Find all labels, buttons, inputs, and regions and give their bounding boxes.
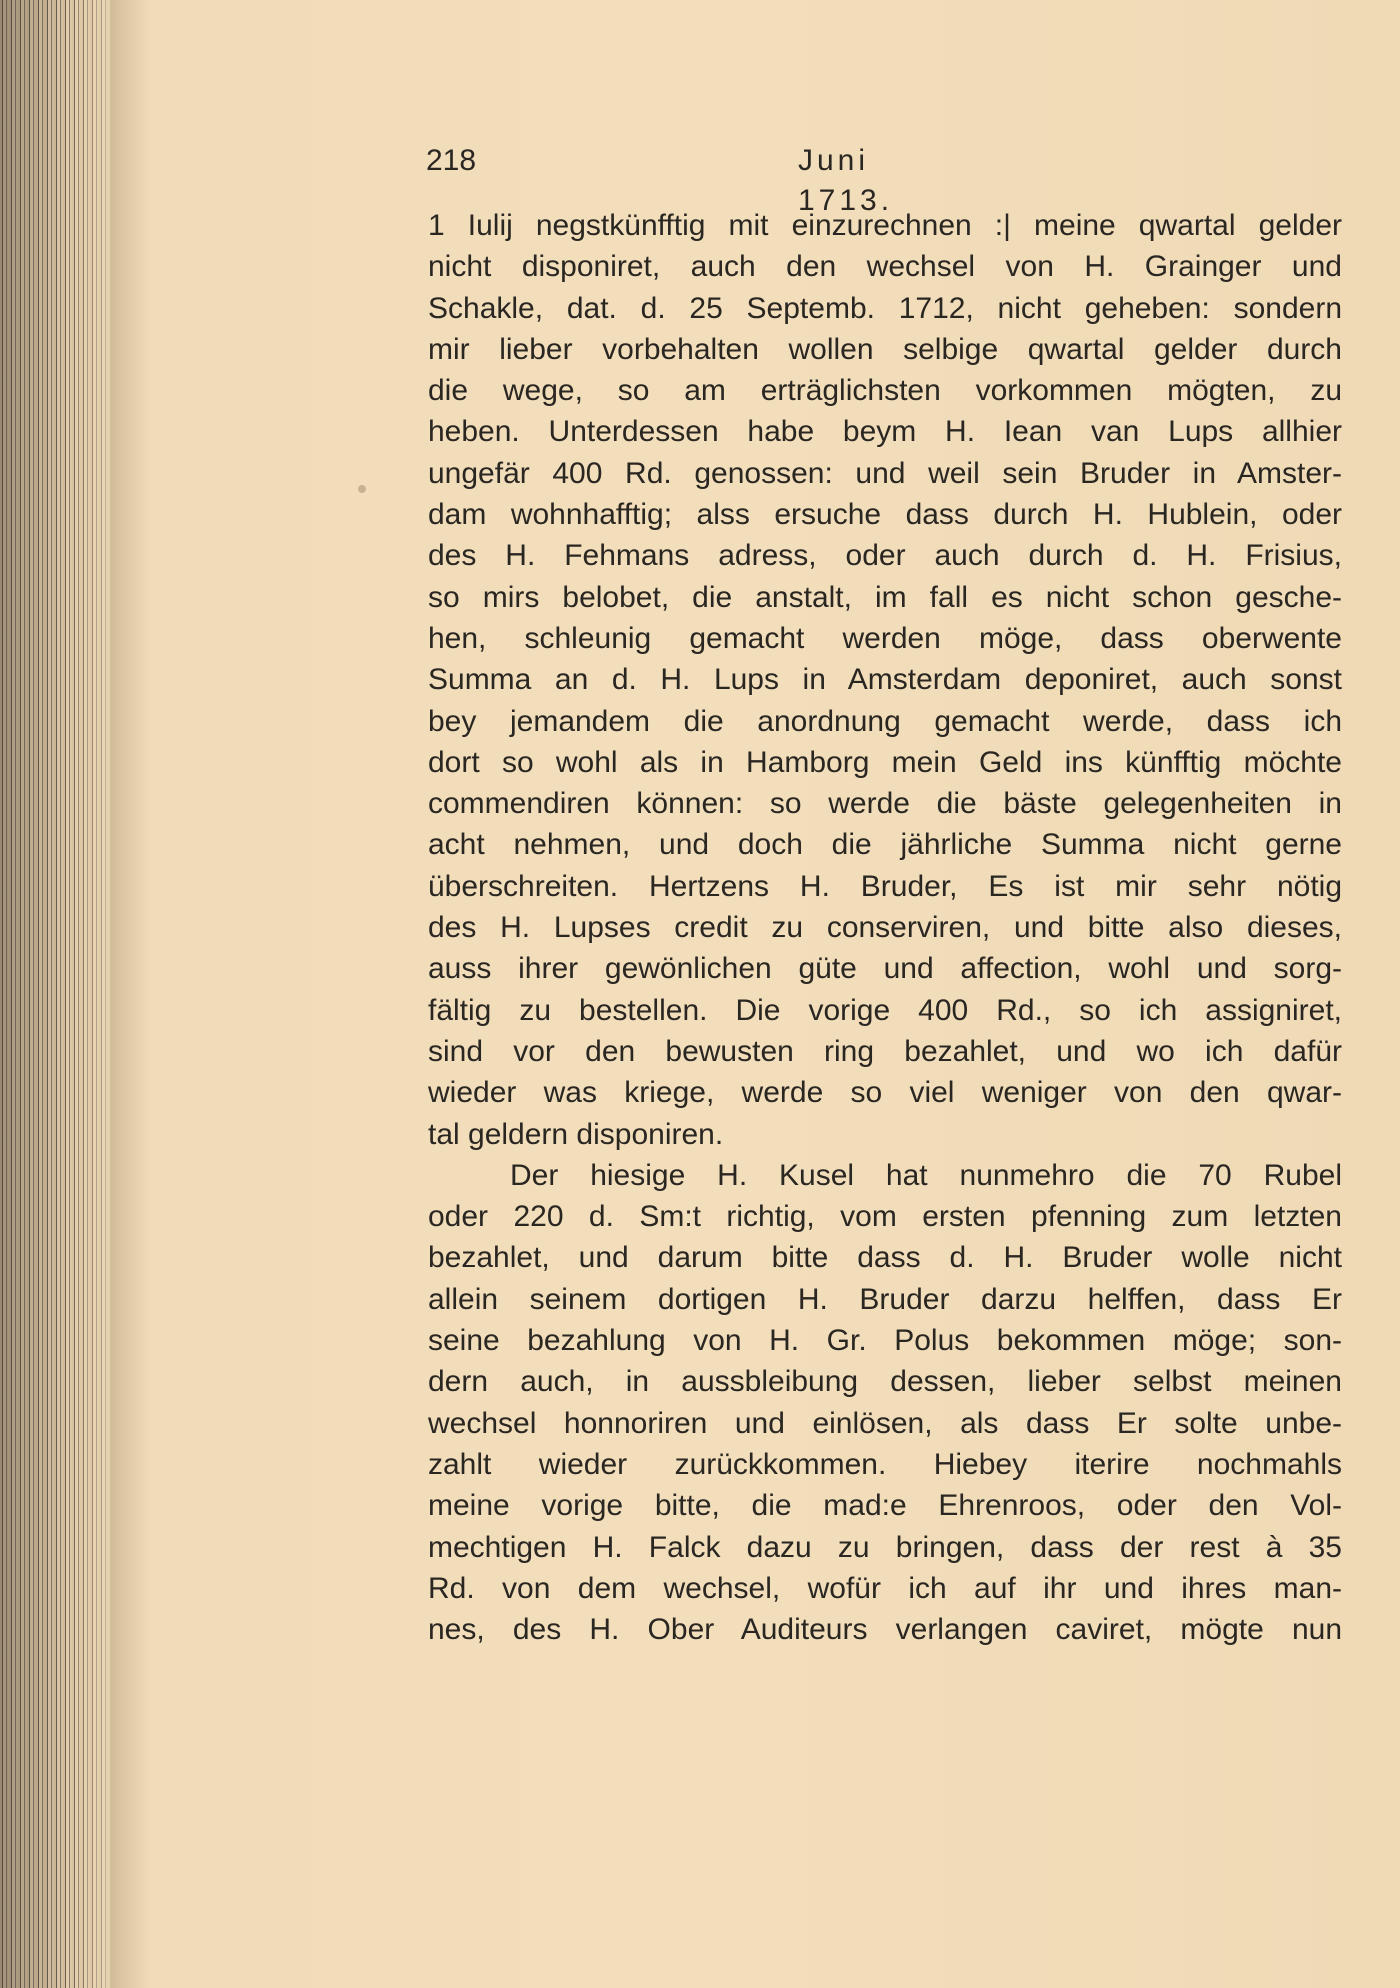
gutter-shadow (110, 0, 150, 1988)
text-line: hen, schleunig gemacht werden möge, dass oberwente (428, 621, 1342, 655)
paragraph-first-line: Der hiesige H. Kusel hat nunmehro die 70 Rubel (510, 1158, 1342, 1192)
text-line: oder 220 d. Sm:t richtig, vom ersten pfenning zum letzten (428, 1200, 1342, 1234)
text-line: zahlt wieder zurückkommen. Hiebey iterire nochmahls (428, 1447, 1342, 1481)
book-page-edges (0, 0, 110, 1988)
text-line: des H. Lupses credit zu conserviren, und bitte also dieses, (428, 911, 1342, 945)
text-line: die wege, so am erträglichsten vorkommen mögten, zu (428, 374, 1342, 408)
text-line: des H. Fehmans adress, oder auch durch d. H. Frisius, (428, 539, 1342, 573)
text-line: mir lieber vorbehalten wollen selbige qwartal gelder durch (428, 332, 1342, 366)
text-line: acht nehmen, und doch die jährliche Summa nicht gerne (428, 828, 1342, 862)
text-line: 1 Iulij negstkünfftig mit einzurechnen :| meine qwartal gelder (428, 209, 1342, 242)
paper-speck (358, 485, 366, 493)
running-head: Juni 1713. (798, 144, 894, 217)
text-line: ungefär 400 Rd. genossen: und weil sein Bruder in Amster- (428, 456, 1342, 490)
text-line: Schakle, dat. d. 25 Septemb. 1712, nicht geheben: sondern (428, 291, 1342, 325)
text-line: auss ihrer gewönlichen güte und affection, wohl und sorg- (428, 952, 1342, 986)
text-line: seine bezahlung von H. Gr. Polus bekommen möge; son- (428, 1324, 1342, 1358)
text-line: Rd. von dem wechsel, wofür ich auf ihr und ihres man- (428, 1571, 1342, 1605)
text-line: sind vor den bewusten ring bezahlet, und wo ich dafür (428, 1034, 1342, 1068)
text-line: bey jemandem die anordnung gemacht werde, dass ich (428, 704, 1342, 738)
text-line: dern auch, in aussbleibung dessen, lieber selbst meinen (428, 1365, 1342, 1399)
text-line: dort so wohl als in Hamborg mein Geld ins künfftig möchte (428, 745, 1342, 779)
text-line: fältig zu bestellen. Die vorige 400 Rd., so ich assigniret, (428, 993, 1342, 1027)
paragraph-last-line: tal geldern disponiren. (428, 1117, 724, 1151)
text-line: so mirs belobet, die anstalt, im fall es nicht schon gesche- (428, 580, 1342, 614)
body-text (428, 205, 1342, 1650)
page-number: 218 (426, 144, 477, 177)
text-line: dam wohnhafftig; alss ersuche dass durch H. Hublein, oder (428, 498, 1342, 532)
text-line: überschreiten. Hertzens H. Bruder, Es ist mir sehr nötig (428, 869, 1342, 903)
text-line: meine vorige bitte, die mad:e Ehrenroos, oder den Vol- (428, 1489, 1342, 1523)
text-line: mechtigen H. Falck dazu zu bringen, dass der rest à 35 (428, 1530, 1342, 1564)
text-line: heben. Unterdessen habe beym H. Iean van Lups allhier (428, 415, 1342, 449)
text-line: Summa an d. H. Lups in Amsterdam deponiret, auch sonst (428, 663, 1342, 697)
text-line: wieder was kriege, werde so viel weniger von den qwar- (428, 1076, 1342, 1110)
text-line: allein seinem dortigen H. Bruder darzu helffen, dass Er (428, 1282, 1342, 1316)
text-line: nicht disponiret, auch den wechsel von H. Grainger und (428, 250, 1342, 284)
text-line: wechsel honnoriren und einlösen, als dass Er solte unbe- (428, 1406, 1342, 1440)
text-line: commendiren können: so werde die bäste gelegenheiten in (428, 787, 1342, 821)
text-line: bezahlet, und darum bitte dass d. H. Bruder wolle nicht (428, 1241, 1342, 1275)
text-line: nes, des H. Ober Auditeurs verlangen caviret, mögte nun (428, 1613, 1342, 1647)
page-header (426, 141, 974, 217)
